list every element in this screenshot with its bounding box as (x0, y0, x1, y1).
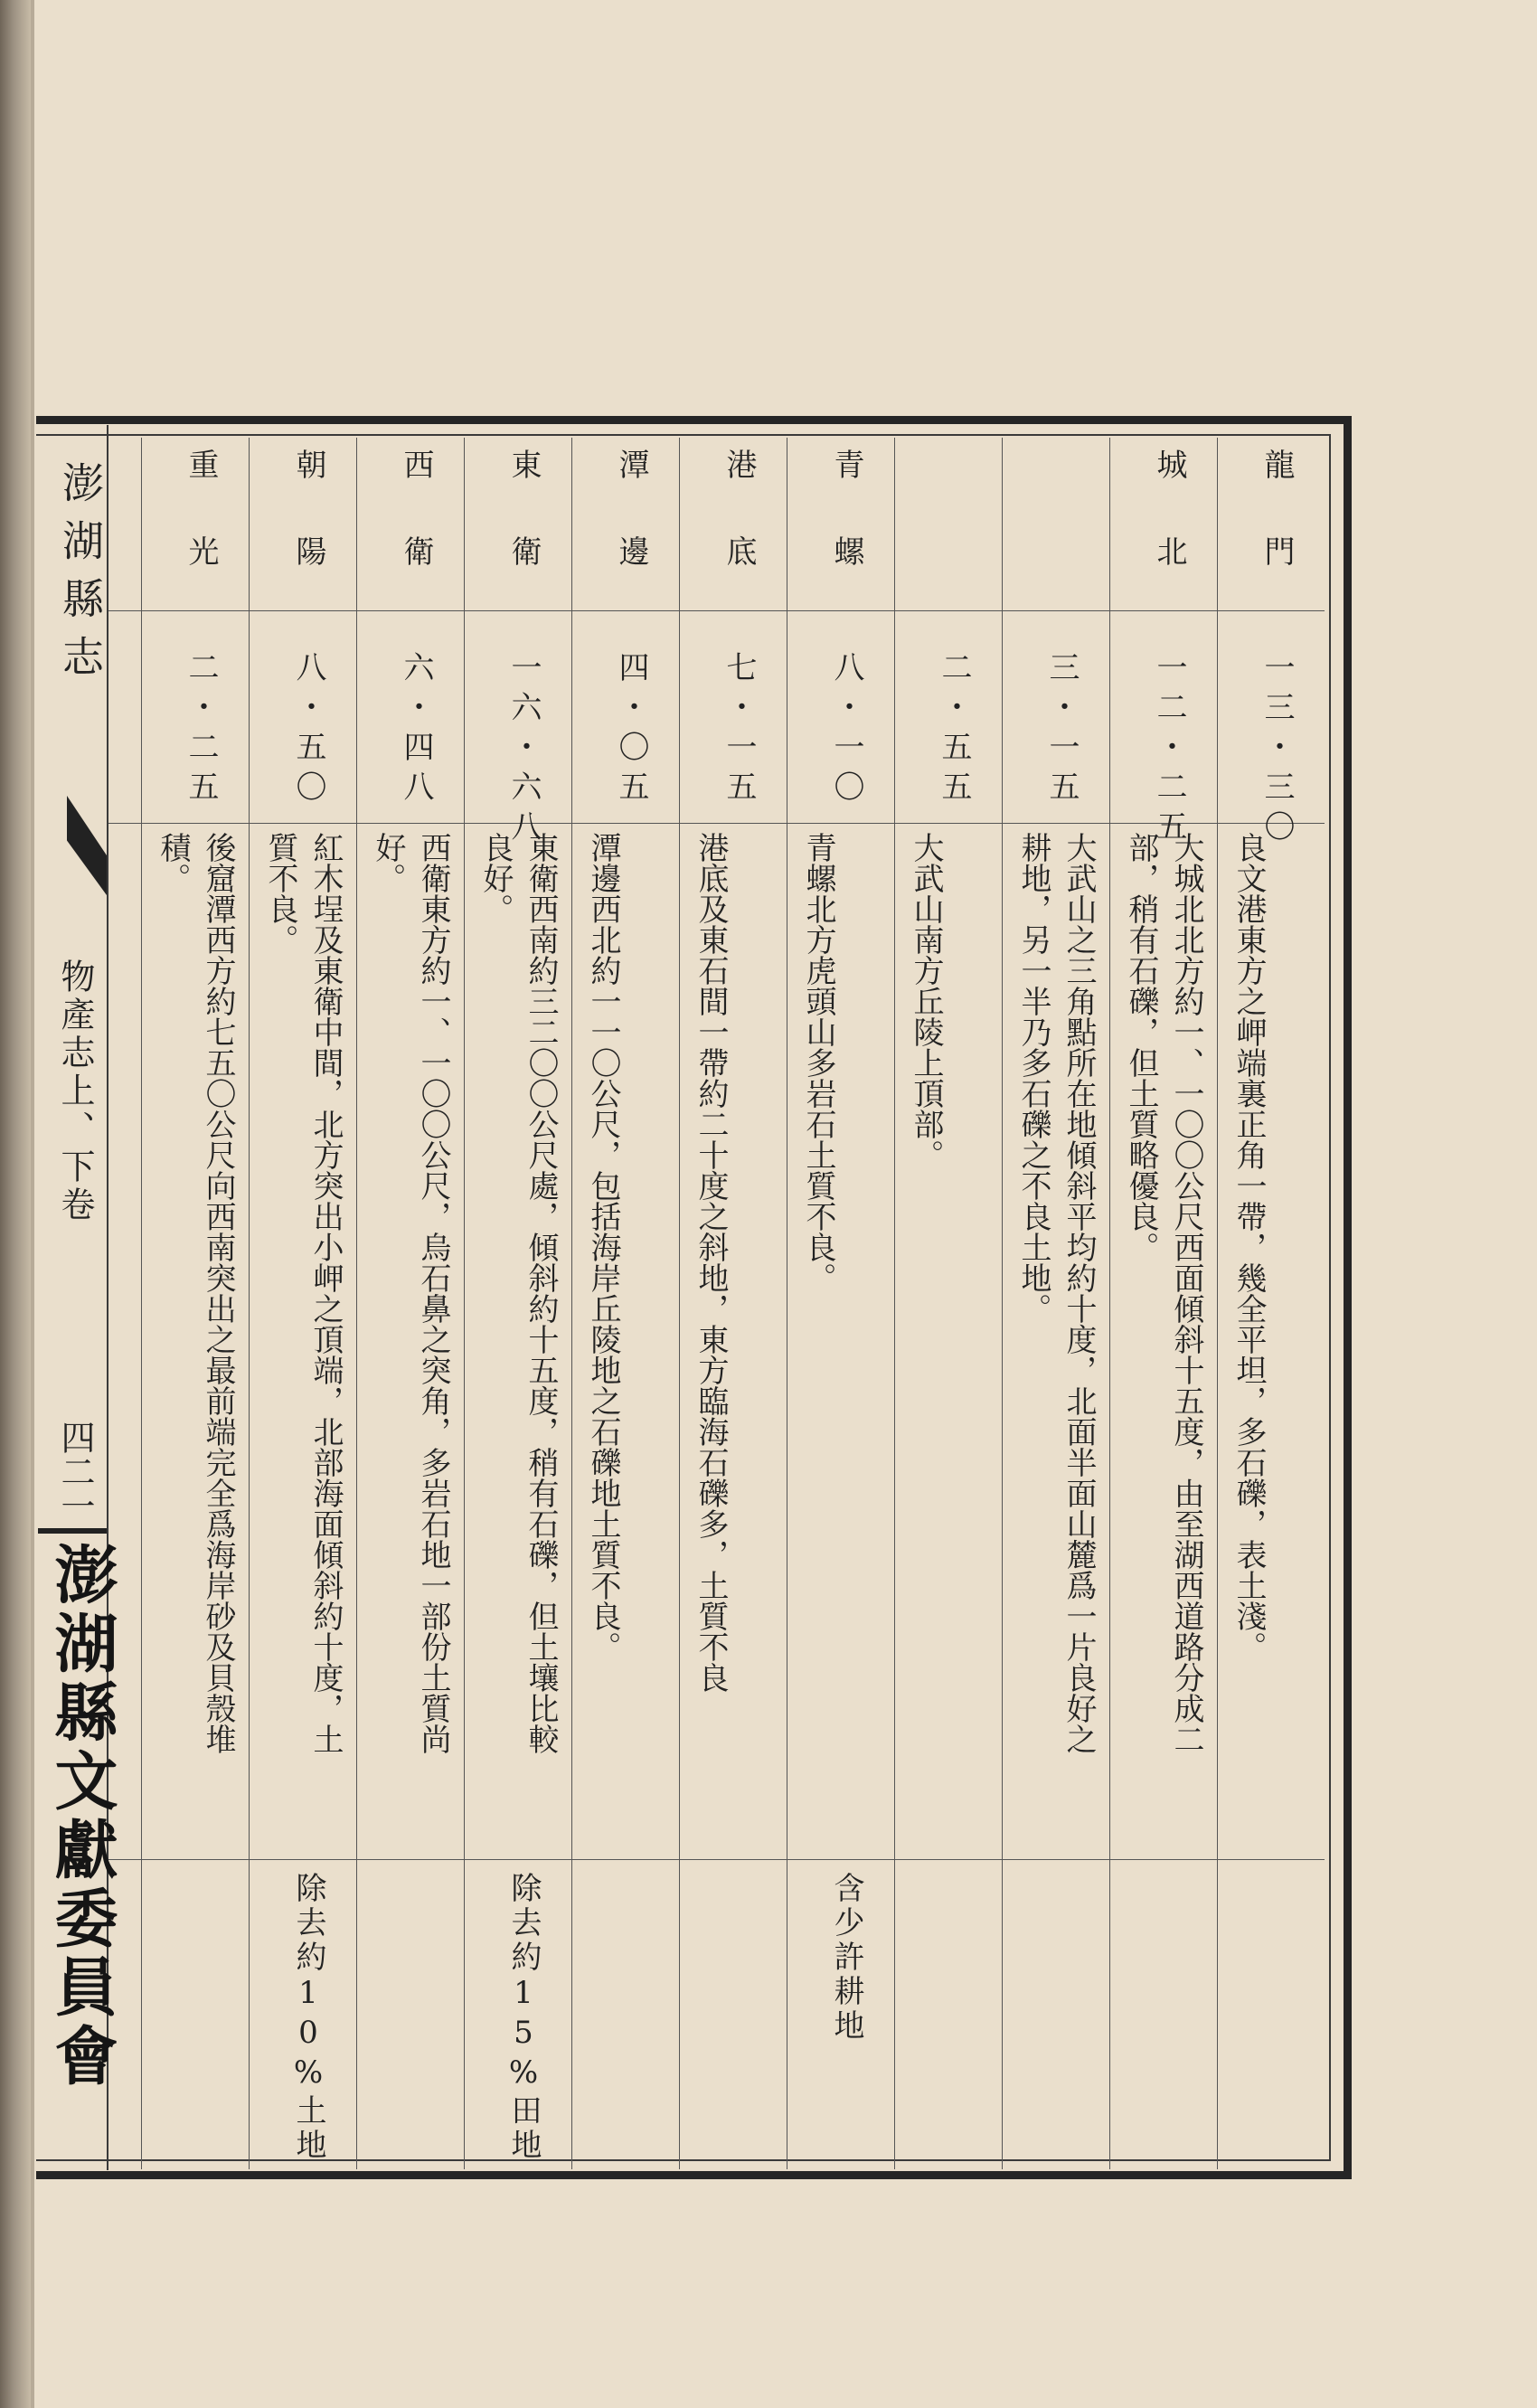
station-name: 龍門 (1259, 449, 1295, 622)
elevation-value: 八・五〇 (290, 651, 326, 810)
column-divider (464, 438, 466, 2169)
column-divider (787, 438, 788, 2169)
elevation-value: 七・一五 (721, 651, 757, 810)
elevation-value: 六・四八 (398, 651, 434, 810)
column-divider (894, 438, 896, 2169)
column-divider (1109, 438, 1111, 2169)
chapter-title: 物產志上、下卷 (55, 958, 95, 1224)
column-divider (1002, 438, 1004, 2169)
binding-edge (31, 0, 34, 2408)
row-divider-description (108, 1859, 1325, 1860)
remark-note: 除去約15%田地 (505, 1872, 542, 2163)
terrain-description: 紅木埕及東衛中間，北方突出小岬之頂端，北部海面傾斜約十度，土質不良。 (262, 832, 344, 1754)
station-name: 重光 (183, 449, 219, 622)
terrain-description: 後窟潭西方約七五〇公尺向西南突出之最前端完全爲海岸砂及貝殼堆積。 (155, 832, 236, 1754)
elevation-value: 一六・六八 (505, 651, 542, 850)
terrain-description: 西衛東方約一、一〇〇公尺，烏石鼻之突角，多岩石地一部份土質尚好。 (370, 832, 451, 1754)
book-title: 澎湖縣志 (56, 461, 105, 693)
terrain-description: 港底及東石間一帶約二十度之斜地，東方臨海石礫多，土質不良 (693, 832, 729, 1693)
elevation-value: 二・五五 (936, 651, 972, 810)
column-divider (141, 438, 143, 2169)
station-name: 青螺 (828, 449, 864, 622)
book-binding (0, 0, 31, 2408)
station-name: 朝陽 (290, 449, 326, 622)
publisher-name: 澎湖縣文獻委員會 (44, 1542, 119, 2092)
remark-note: 含少許耕地 (828, 1872, 864, 2044)
terrain-description: 大城北北方約一、一〇〇公尺西面傾斜十五度，由至湖西道路分成二部，稍有石礫，但土質略優良。 (1123, 832, 1204, 1754)
elevation-value: 一二・二五 (1151, 651, 1187, 850)
station-name: 港底 (721, 449, 757, 622)
page-number: 四二一 (55, 1420, 95, 1523)
station-name: 城北 (1151, 449, 1187, 622)
terrain-description: 東衛西南約三二〇〇公尺處，傾斜約十五度，稍有石礫，但土壤比較良好。 (477, 832, 559, 1754)
elevation-value: 一三・三〇 (1259, 651, 1295, 850)
station-name: 東衛 (505, 449, 542, 622)
column-divider (571, 438, 573, 2169)
terrain-description: 良文港東方之岬端裏正角一帶，幾全平坦，多石礫，表土淺。 (1231, 832, 1267, 1662)
elevation-value: 二・二五 (183, 651, 219, 810)
terrain-description: 大武山南方丘陵上頂部。 (908, 832, 944, 1170)
column-divider (356, 438, 358, 2169)
remark-note: 除去約10%土地 (290, 1872, 326, 2163)
elevation-value: 三・一五 (1043, 651, 1080, 810)
separator-bar (38, 1528, 107, 1534)
column-divider (249, 438, 250, 2169)
column-divider (1217, 438, 1219, 2169)
terrain-description: 潭邊西北約一一〇公尺，包括海岸丘陵地之石礫地土質不良。 (585, 832, 621, 1662)
station-name: 潭邊 (613, 449, 649, 622)
terrain-description: 大武山之三角點所在地傾斜平均約十度，北面半面山麓爲一片良好之耕地，另一半乃多石礫之不良土地。 (1015, 832, 1097, 1754)
elevation-value: 四・〇五 (613, 651, 649, 810)
elevation-value: 八・一〇 (828, 651, 864, 810)
terrain-description: 青螺北方虎頭山多岩石土質不良。 (800, 832, 836, 1293)
row-divider-elevation (108, 823, 1325, 824)
column-divider (679, 438, 681, 2169)
station-name: 西衛 (398, 449, 434, 622)
